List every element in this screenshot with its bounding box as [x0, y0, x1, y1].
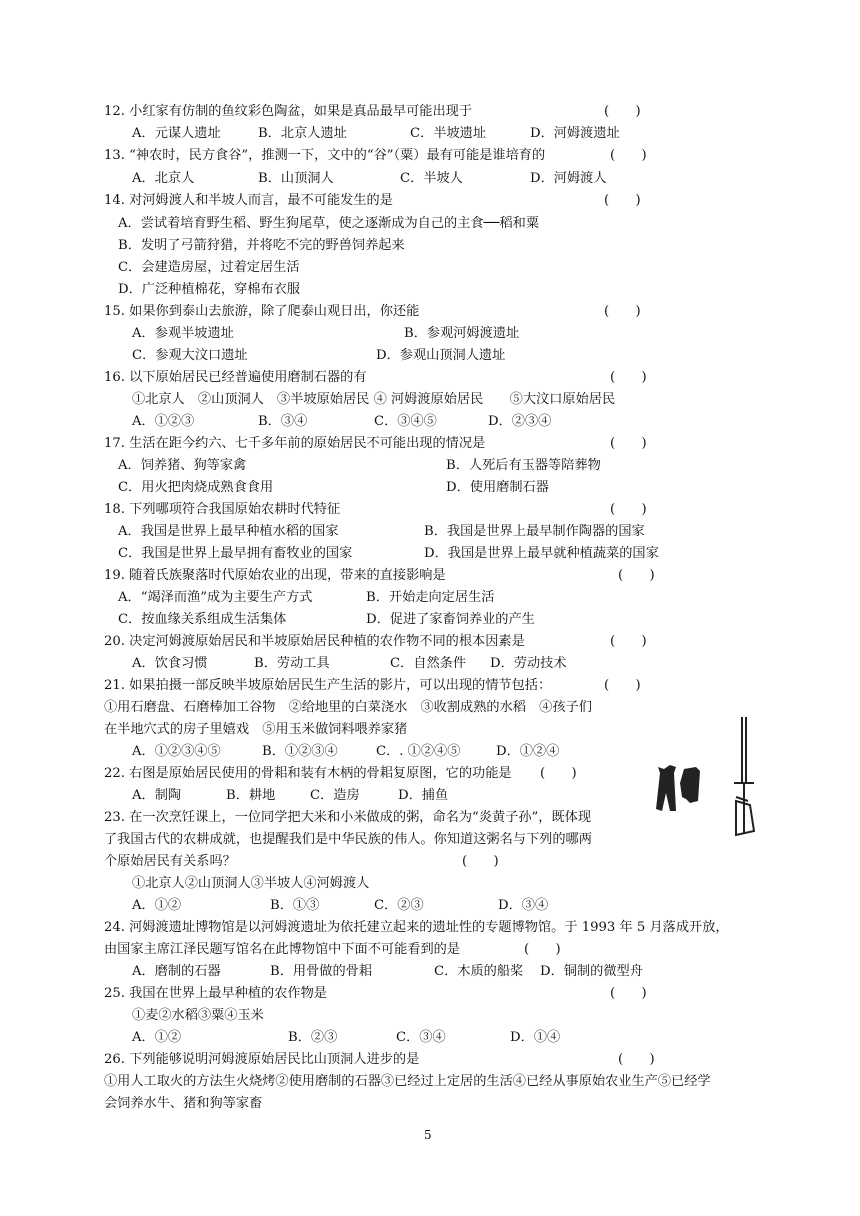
q22-option-b: B．耕地: [226, 788, 276, 803]
hafted-bone-spade: [734, 717, 754, 835]
q16-option-b: B．③④: [258, 414, 308, 429]
q25-option-a: A．①②: [132, 1030, 182, 1045]
q21-option-d: D．①②④: [496, 744, 560, 759]
q18-answer-bracket: ( ): [610, 502, 647, 517]
q20-option-c: C．自然条件: [390, 656, 467, 671]
q24-stem-line1: 24. 河姆渡遗址博物馆是以河姆渡遗址为依托建立起来的遗址性的专题博物馆。于 1993 年 5 月落成开放，: [104, 920, 729, 935]
q14-option-c: C．会建造房屋，过着定居生活: [118, 260, 300, 275]
q13-option-d: D．河姆渡人: [530, 171, 607, 186]
q25-stem: 25. 我国在世界上最早种植的农作物是: [104, 986, 327, 1001]
q13-option-b: B．山顶洞人: [258, 171, 334, 186]
q25-option-d: D．①④: [510, 1030, 561, 1045]
q26-items-line1: ①用人工取火的方法生火烧烤②使用磨制的石器③已经过上定居的生活④已经从事原始农业生产⑤已经学: [104, 1074, 711, 1089]
q23-stem-line3: 个原始居民有关系吗？: [104, 854, 236, 869]
q23-option-a: A．①②: [132, 898, 182, 913]
q21-option-c: C．. ①②④⑤: [376, 744, 461, 759]
q25-option-c: C．③④: [396, 1030, 446, 1045]
q18-option-a: A．我国是世界上最早种植水稻的国家: [118, 524, 339, 539]
q20-stem: 20. 决定河姆渡原始居民和半坡原始居民种植的农作物不同的根本因素是: [104, 634, 525, 649]
q15-stem: 15. 如果你到泰山去旅游，除了爬泰山观日出，你还能: [104, 304, 420, 319]
q23-stem-line2: 了我国古代的农耕成就，也提醒我们是中华民族的伟人。你知道这粥名与下列的哪两: [104, 832, 592, 847]
q15-option-b: B．参观河姆渡遗址: [404, 326, 520, 341]
q13-option-a: A．北京人: [132, 171, 195, 186]
bone-spade-figure: [650, 713, 762, 845]
page-number: 5: [424, 1128, 432, 1142]
q12-option-d: D．河姆渡遗址: [530, 126, 620, 141]
q24-option-d: D．铜制的微型舟: [540, 964, 643, 979]
q20-answer-bracket: ( ): [610, 634, 647, 649]
q14-option-a: A．尝试着培育野生稻、野生狗尾草，使之逐渐成为自己的主食──稻和粟: [118, 216, 540, 231]
q17-option-d: D．使用磨制石器: [446, 480, 549, 495]
q17-option-b: B．人死后有玉器等陪葬物: [446, 458, 601, 473]
q15-option-c: C．参观大汶口遗址: [132, 348, 248, 363]
q13-stem: 13. “神农时，民方食谷”，推测一下，文中的“谷”（粟）最有可能是谁培育的: [104, 148, 546, 163]
q18-stem: 18. 下列哪项符合我国原始农耕时代特征: [104, 502, 341, 517]
q13-option-c: C．半坡人: [400, 171, 463, 186]
q19-stem: 19. 随着氏族聚落时代原始农业的出现，带来的直接影响是: [104, 568, 446, 583]
q13-answer-bracket: ( ): [610, 148, 647, 163]
q21-answer-bracket: ( ): [604, 678, 641, 693]
q14-answer-bracket: ( ): [604, 193, 641, 208]
q12-answer-bracket: ( ): [604, 104, 641, 119]
q23-stem-line1: 23. 在一次烹饪课上，一位同学把大米和小米做成的粥，命名为“炎黄子孙”，既体现: [104, 810, 592, 825]
q14-option-b: B．发明了弓箭狩猎，并将吃不完的野兽饲养起来: [118, 238, 405, 253]
q12-option-a: A．元谋人遗址: [132, 126, 221, 141]
bone-spade-back: [680, 767, 700, 803]
q15-option-d: D．参观山顶洞人遗址: [376, 348, 506, 363]
q21-option-b: B．①②③④: [262, 744, 338, 759]
q21-items-line2: 在半地穴式的房子里嬉戏 ⑤用玉米做饲料喂养家猪: [104, 722, 408, 737]
q20-option-d: D．劳动技术: [490, 656, 567, 671]
q19-option-c: C．按血缘关系组成生活集体: [118, 612, 287, 627]
q19-option-b: B．开始走向定居生活: [366, 590, 495, 605]
q17-option-a: A．饲养猪、狗等家禽: [118, 458, 247, 473]
q22-stem: 22. 右图是原始居民使用的骨耜和装有木柄的骨耜复原图，它的功能是: [104, 766, 512, 781]
q19-option-a: A．“竭泽而渔”成为主要生产方式: [118, 590, 313, 605]
q24-answer-bracket: ( ): [524, 942, 561, 957]
q22-option-d: D．捕鱼: [398, 788, 449, 803]
bone-spade-front: [656, 765, 676, 811]
q16-option-c: C．③④⑤: [374, 414, 437, 429]
q12-option-c: C．半坡遗址: [410, 126, 487, 141]
q18-option-b: B．我国是世界上最早制作陶器的国家: [424, 524, 645, 539]
q20-option-b: B．劳动工具: [254, 656, 330, 671]
q25-option-b: B．②③: [288, 1030, 338, 1045]
q14-option-d: D．广泛种植棉花，穿棉布衣服: [118, 282, 301, 297]
q17-answer-bracket: ( ): [610, 436, 647, 451]
q23-answer-bracket: ( ): [462, 854, 499, 869]
q16-option-a: A．①②③: [132, 414, 195, 429]
q15-answer-bracket: ( ): [604, 304, 641, 319]
q25-answer-bracket: ( ): [610, 986, 647, 1001]
q17-stem: 17. 生活在距今约六、七千多年前的原始居民不可能出现的情况是: [104, 436, 486, 451]
q21-option-a: A．①②③④⑤: [132, 744, 221, 759]
q16-stem: 16. 以下原始居民已经普遍使用磨制石器的有: [104, 370, 367, 385]
q12-option-b: B．北京人遗址: [258, 126, 347, 141]
q22-answer-bracket: ( ): [540, 766, 577, 781]
q15-option-a: A．参观半坡遗址: [132, 326, 234, 341]
q26-answer-bracket: ( ): [618, 1052, 655, 1067]
q23-items: ①北京人②山顶洞人③半坡人④河姆渡人: [132, 876, 370, 891]
q12-stem: 12. 小红家有仿制的鱼纹彩色陶盆，如果是真品最早可能出现于: [104, 104, 473, 119]
q24-stem-line2: 由国家主席江泽民题写馆名在此博物馆中下面不可能看到的是: [104, 942, 461, 957]
q24-option-b: B．用骨做的骨耜: [270, 964, 373, 979]
q20-option-a: A．饮食习惯: [132, 656, 208, 671]
q26-items-line2: 会饲养水牛、猪和狗等家畜: [104, 1096, 263, 1111]
q16-option-d: D．②③④: [488, 414, 552, 429]
q21-stem: 21. 如果拍摄一部反映半坡原始居民生产生活的影片，可以出现的情节包括：: [104, 678, 552, 693]
q16-items: ①北京人 ②山顶洞人 ③半坡原始居民 ④ 河姆渡原始居民 ⑤大汶口原始居民: [132, 392, 616, 407]
q18-option-d: D．我国是世界上最早就种植蔬菜的国家: [424, 546, 659, 561]
q24-option-c: C．木质的船桨: [434, 964, 524, 979]
q18-option-c: C．我国是世界上最早拥有畜牧业的国家: [118, 546, 353, 561]
q14-stem: 14. 对河姆渡人和半坡人而言，最不可能发生的是: [104, 193, 393, 208]
q25-items: ①麦②水稻③粟④玉米: [132, 1008, 264, 1023]
q23-option-c: C．②③: [374, 898, 424, 913]
q19-answer-bracket: ( ): [618, 568, 655, 583]
q24-option-a: A．磨制的石器: [132, 964, 221, 979]
q22-option-a: A．制陶: [132, 788, 182, 803]
q22-option-c: C．造房: [310, 788, 360, 803]
q19-option-d: D．促进了家畜饲养业的产生: [366, 612, 535, 627]
q17-option-c: C．用火把肉烧成熟食食用: [118, 480, 274, 495]
q16-answer-bracket: ( ): [610, 370, 647, 385]
q26-stem: 26. 下列能够说明河姆渡原始居民比山顶洞人进步的是: [104, 1052, 420, 1067]
q21-items-line1: ①用石磨盘、石磨棒加工谷物 ②给地里的白菜浇水 ③收割成熟的水稻 ④孩子们: [104, 700, 592, 715]
q23-option-d: D．③④: [498, 898, 549, 913]
q23-option-b: B．①③: [270, 898, 320, 913]
